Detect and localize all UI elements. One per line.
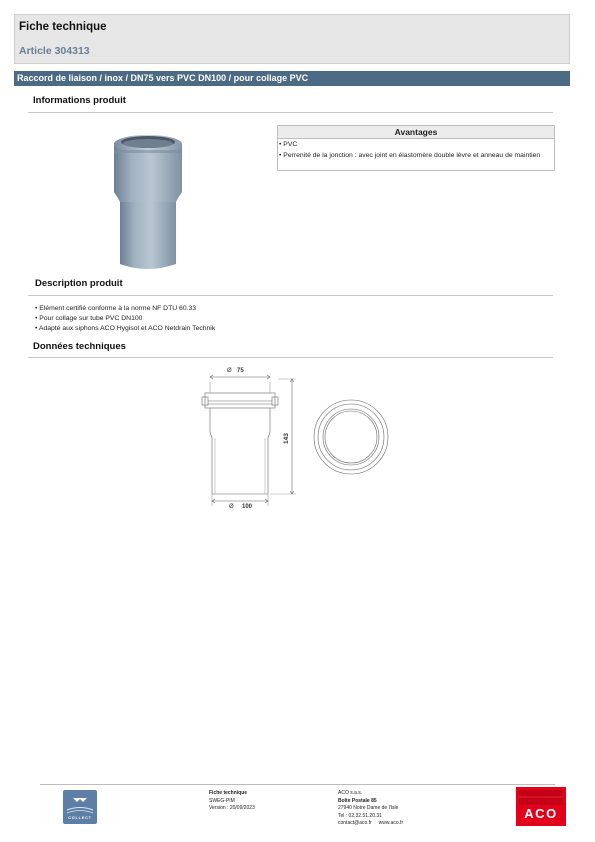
diameter-symbol: Ø [229, 504, 234, 510]
section-divider [28, 112, 553, 113]
aco-logo-text: ACO [524, 806, 558, 821]
article-number: Article 304313 [19, 45, 90, 57]
dimension-bottom-diameter: 100 [242, 504, 253, 510]
product-title-bar: Raccord de liaison / inox / DN75 vers PVC DN100 / pour collage PVC [14, 71, 570, 86]
collect-badge-label: COLLECT [68, 816, 92, 820]
section-divider [28, 357, 553, 358]
footer-company-info: ACO s.a.s. Boîte Postale 85 27940 Notre Dame de l'Isle Tel : 02.32.51.20.31 contact@aco.fr www.aco.fr [338, 790, 404, 826]
description-item: • Adapté aux siphons ACO Hygisol et ACO Netdrain Technik [35, 325, 216, 332]
footer-document-info: Fiche technique SWEG-PIM Version : 20/09/2023 [209, 790, 255, 811]
section-title-technical: Données techniques [33, 341, 126, 352]
footer-website-link[interactable]: www.aco.fr [378, 820, 404, 826]
product-image [100, 124, 196, 274]
description-item: • Elément certifié conforme à la norme NF DTU 60.33 [35, 305, 197, 312]
footer-email-link[interactable]: contact@aco.fr [338, 820, 372, 826]
document-type: Fiche technique [19, 21, 107, 33]
section-title-description: Description produit [35, 278, 123, 289]
advantage-item: • PVC [279, 141, 298, 148]
diameter-symbol: Ø [227, 368, 232, 374]
section-divider [28, 295, 553, 296]
dimension-top-diameter: 75 [237, 368, 244, 374]
dimension-height: 143 [283, 433, 290, 444]
section-title-info: Informations produit [33, 95, 126, 106]
description-item: • Pour collage sur tube PVC DN100 [35, 315, 143, 322]
technical-drawing [190, 362, 410, 522]
footer-divider [40, 784, 555, 785]
advantages-title: Avantages [278, 126, 554, 139]
advantage-item: • Perrenité de la jonction : avec joint en élastomère double lèvre et anneau de maintien [279, 152, 541, 159]
